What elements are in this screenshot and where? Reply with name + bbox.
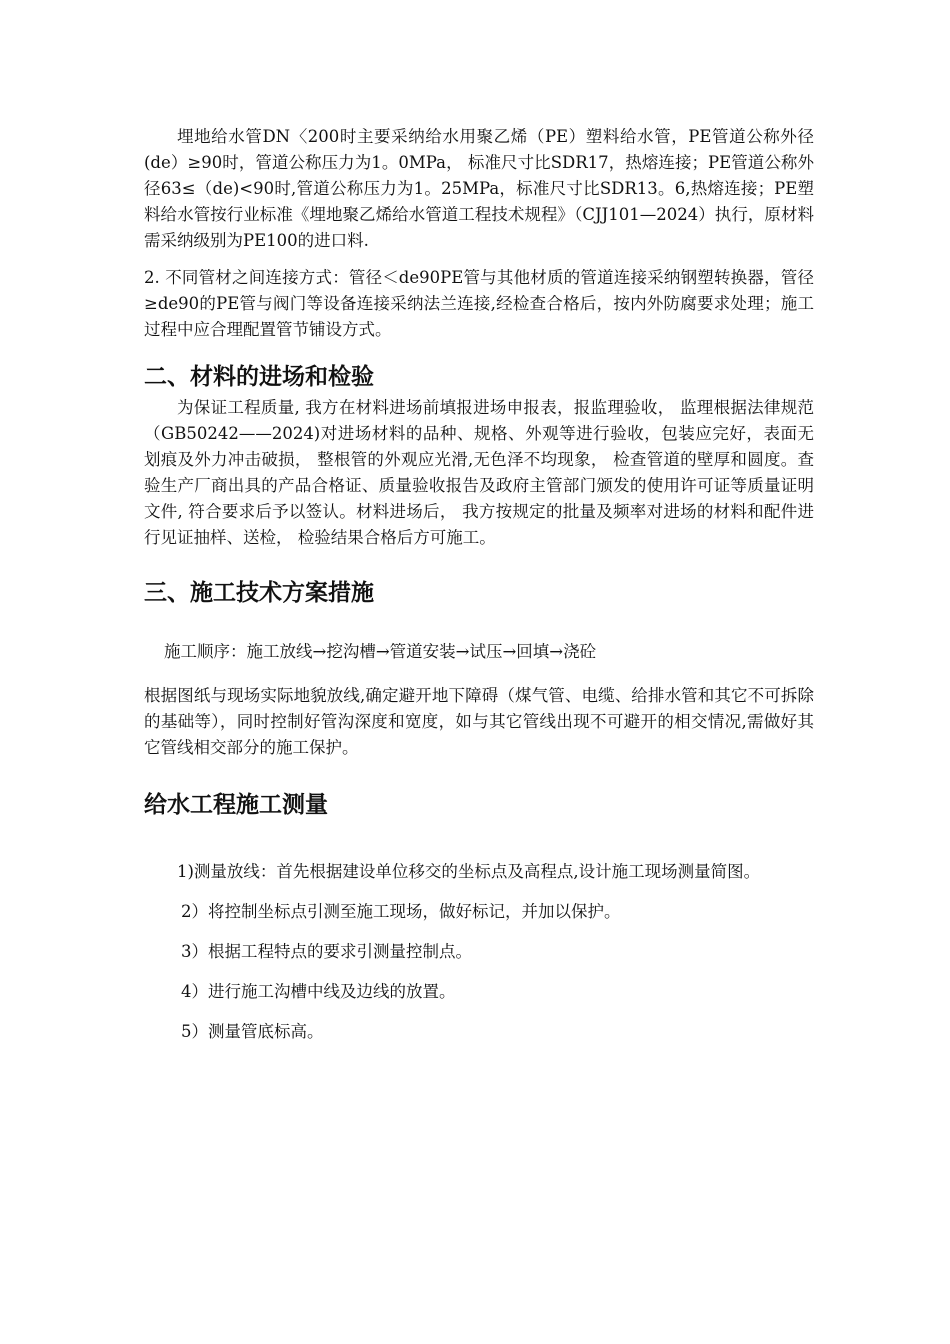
survey-item-1: 1)测量放线：首先根据建设单位移交的坐标点及高程点,设计施工现场测量简图。 [177,862,761,881]
pipe-spec-paragraph: 埋地给水管DN〈200时主要采纳给水用聚乙烯（PE）塑料给水管，PE管道公称外径(de）≥90时，管道公称压力为1。0MPa， 标准尺寸比SDR17，热熔连接；PE管道公称外径63≤（de)<90时,管道公称压力为1。25MPa，标准尺寸比SDR13。6,热熔连接；PE塑料给水管按行业标准《埋地聚乙烯给水管道工程技术规程》（CJJ101—2024）执行，原材料需采纳级别为PE100的进口料. [144,127,814,250]
construction-sequence-paragraph: 施工顺序：施工放线→挖沟槽→管道安装→试压→回填→浇砼 [164,642,597,661]
survey-item-2: 2）将控制坐标点引测至施工现场，做好标记，并加以保护。 [181,902,621,921]
section-heading-construction: 三、施工技术方案措施 [144,580,374,606]
materials-inspection-paragraph: 为保证工程质量, 我方在材料进场前填报进场申报表，报监理验收， 监理根据法律规范（GB50242——2024)对进场材料的品种、规格、外观等进行验收，包装应完好，表面无划痕及外力冲击破损， 整根管的外观应光滑,无色泽不均现象， 检查管道的壁厚和圆度。查验生产厂商出具的产品合格证、质量验收报告及政府主管部门颁发的使用许可证等质量证明文件, 符合要求后予以签认。材料进场后， 我方按规定的批量及频率对进场的材料和配件进行见证抽样、送检， 检验结果合格后方可施工。 [144,398,814,547]
connection-method-paragraph: 2. 不同管材之间连接方式：管径＜de90PE管与其他材质的管道连接采纳钢塑转换器，管径≥de90的PE管与阀门等设备连接采纳法兰连接,经检查合格后，按内外防腐要求处理；施工过程中应合理配置管节铺设方式。 [144,268,814,339]
survey-item-3: 3）根据工程特点的要求引测量控制点。 [181,942,472,961]
section-heading-materials: 二、材料的进场和检验 [144,364,374,390]
survey-item-5: 5）测量管底标高。 [181,1022,324,1041]
document-page [144,124,814,1045]
survey-item-4: 4）进行施工沟槽中线及边线的放置。 [181,982,456,1001]
section-heading-survey: 给水工程施工测量 [144,792,328,818]
layout-paragraph: 根据图纸与现场实际地貌放线,确定避开地下障碍（煤气管、电缆、给排水管和其它不可拆除的基础等），同时控制好管沟深度和宽度，如与其它管线出现不可避开的相交情况,需做好其它管线相交部分的施工保护。 [144,686,814,757]
